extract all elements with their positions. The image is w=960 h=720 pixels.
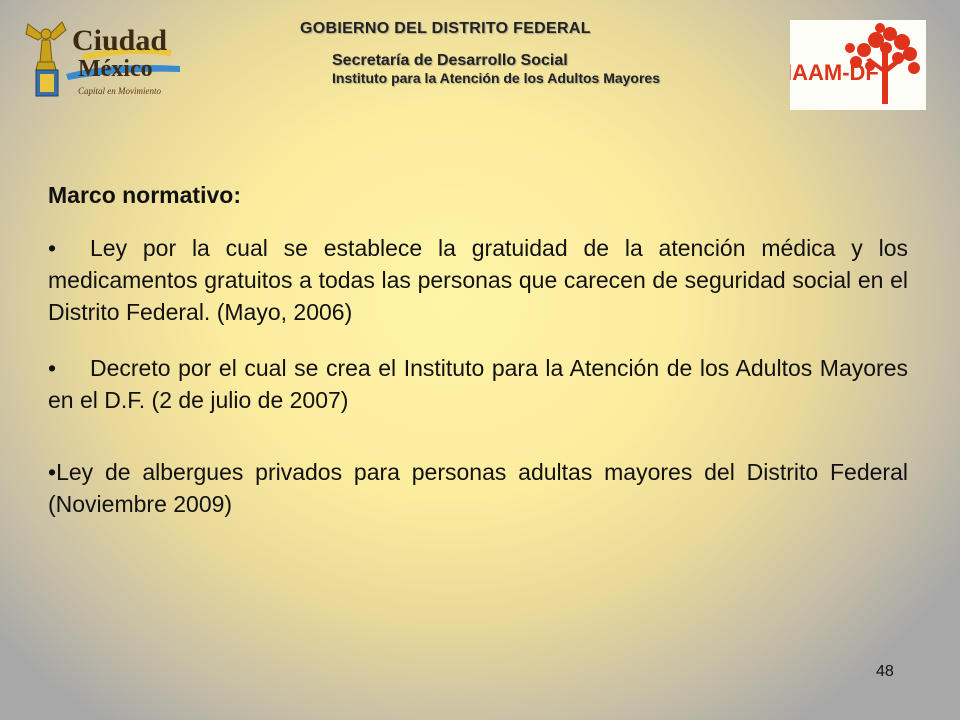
iaam-df-logo [790, 20, 926, 110]
page-number: 48 [876, 663, 894, 680]
header-secretariat-title: Secretaría de Desarrollo Social [332, 52, 568, 69]
bullet-icon: • [48, 235, 57, 261]
iaam-df-text: IAAM-DF [790, 60, 879, 85]
bullet-icon: • [48, 355, 57, 381]
list-item [48, 352, 908, 416]
ciudad-de-mexico-logo [22, 14, 184, 100]
logo-ciudad-text: Ciudad [72, 24, 168, 57]
bullet-icon: • [48, 459, 57, 485]
header-institute-title: Instituto para la Atención de los Adultos Mayores [332, 70, 661, 86]
section-heading: Marco normativo: [48, 182, 241, 208]
iaam-tree-icon [790, 20, 926, 110]
list-item [48, 456, 908, 520]
list-item-text: Ley por la cual se establece la gratuidad de la atención médica y los medicamentos gratuitos a todas las personas que carecen de seguridad social en el Distrito Federal. (Mayo, 2006) [48, 235, 908, 325]
list-item [48, 232, 908, 328]
logo-mexico-text: México [78, 56, 153, 82]
logo-tagline-text: Capital en Movimiento [78, 86, 161, 96]
header-government-title: GOBIERNO DEL DISTRITO FEDERAL [300, 20, 591, 37]
list-item-text: Ley de albergues privados para personas adultas mayores del Distrito Federal (Noviembre 2009) [48, 459, 908, 517]
list-item-text: Decreto por el cual se crea el Instituto para la Atención de los Adultos Mayores en el D.F. (2 de julio de 2007) [48, 355, 908, 413]
